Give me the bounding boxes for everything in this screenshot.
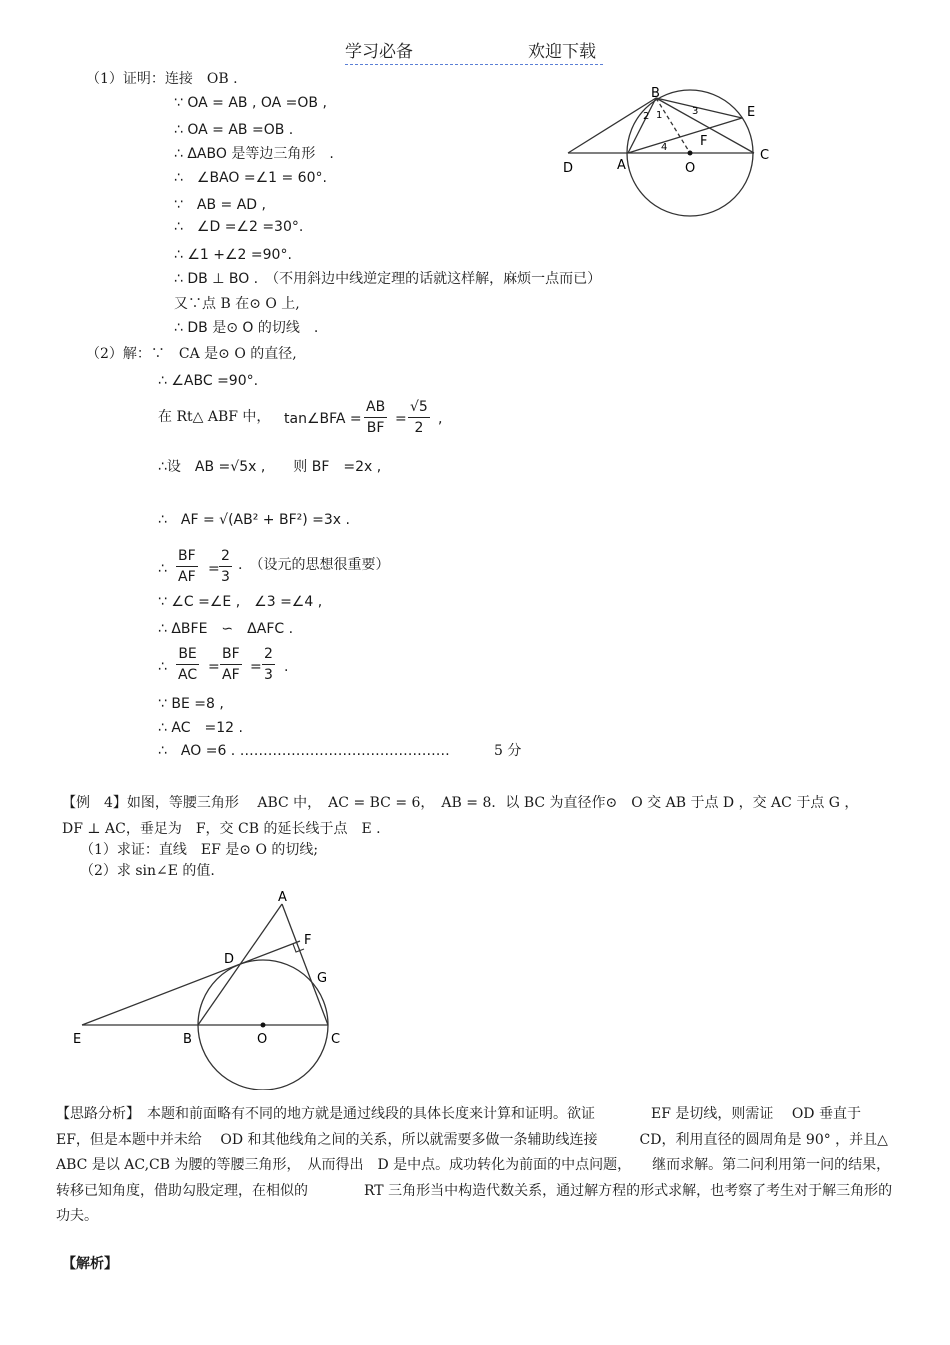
fraction-2-3 (219, 549, 232, 584)
part1-line: ∴ DB ⊥ BO . （不用斜边中线逆定理的话就这样解，麻烦一点而已） (174, 271, 602, 287)
part2-line: ∵ ∠C =∠E , ∠3 =∠4 , (158, 594, 323, 610)
line-be (656, 98, 742, 118)
fraction-numerator: 2 (264, 646, 273, 662)
label-f: F (304, 933, 312, 948)
fraction-denominator: AF (222, 667, 240, 683)
line-ef (82, 941, 300, 1025)
fraction-denominator: BF (366, 420, 385, 436)
part1-line: ∴ ΔABO 是等边三角形 . (174, 146, 334, 162)
label-d: D (563, 161, 574, 176)
example4-question-1: （1）求证：直线 EF 是⊙ O 的切线; (80, 842, 319, 858)
label-b: B (651, 86, 660, 101)
therefore-symbol: ∴ (158, 561, 167, 577)
score-label: 5 分 (494, 743, 522, 759)
fraction-numerator: BF (178, 548, 196, 564)
label-f: F (700, 134, 708, 149)
comma: , (438, 411, 443, 427)
fraction-numerator: √5 (410, 399, 428, 415)
part1-line: ∴ ∠BAO =∠1 = 60°. (174, 170, 327, 186)
fraction-numerator: AB (366, 399, 386, 415)
period: . (284, 659, 289, 675)
equals-sign: = (250, 659, 262, 675)
fraction-denominator: AC (178, 667, 198, 683)
fraction-denominator: 3 (221, 569, 230, 585)
fraction-bar (262, 664, 275, 665)
part1-heading: （1）证明：连接 OB . (86, 71, 238, 87)
example4-question-2: （2）求 sin∠E 的值. (80, 863, 215, 879)
solution-label: 【解析】 (62, 1256, 118, 1272)
part2-line: ∴ AF = √(AB² + BF²) =3x . (158, 512, 350, 528)
part1-line: ∴ OA = AB =OB . (174, 122, 294, 138)
part2-line: ∴ ΔBFE ∽ ΔAFC . (158, 621, 294, 637)
part2-note: . （设元的思想很重要） (238, 557, 390, 573)
label-e: E (73, 1032, 82, 1047)
part1-line: ∵ OA = AB , OA =OB , (174, 95, 327, 111)
label-o: O (685, 161, 696, 176)
header-underline (345, 64, 603, 65)
part2-line: ∴设 AB =√5x , 则 BF =2x , (158, 459, 382, 475)
fraction-bf-af (220, 647, 242, 682)
angle-1-label: 1 (656, 110, 663, 121)
fraction-bf-af (176, 549, 198, 584)
label-c: C (760, 148, 770, 163)
center-dot (688, 151, 693, 156)
label-b: B (183, 1032, 192, 1047)
part1-line: ∴ DB 是⊙ O 的切线 . (174, 320, 319, 336)
fraction-sqrt5-2 (408, 400, 430, 435)
center-dot (261, 1023, 266, 1028)
header-right: 欢迎下载 (528, 42, 596, 62)
angle-3-label: 3 (692, 106, 699, 117)
part1-line: ∵ AB = AD , (174, 197, 266, 213)
label-c: C (331, 1032, 341, 1047)
fraction-denominator: 3 (264, 667, 273, 683)
fraction-bar (176, 664, 199, 665)
therefore-symbol: ∴ (158, 659, 167, 675)
part1-line: ∴ ∠1 +∠2 =90°. (174, 247, 292, 263)
equals-sign: = (395, 411, 407, 427)
part2-line: ∴ ∠ABC =90°. (158, 373, 259, 389)
part1-line: ∴ ∠D =∠2 =30°. (174, 219, 304, 235)
label-d: D (224, 952, 235, 967)
part2-line: ∵ BE =8 , (158, 696, 224, 712)
figure-circle-diagram-1 (555, 80, 785, 220)
line-ac (282, 904, 328, 1025)
fraction-numerator: BF (222, 646, 240, 662)
angle-4-label: 4 (661, 142, 668, 153)
label-a: A (278, 890, 287, 905)
fraction-bar (176, 566, 198, 567)
tan-expression: tan∠BFA = (284, 411, 362, 427)
fraction-bar (219, 566, 232, 567)
fraction-ab-bf (364, 400, 387, 435)
fraction-2-3 (262, 647, 275, 682)
part2-heading: （2）解：∵ CA 是⊙ O 的直径, (86, 346, 297, 362)
angle-2-label: 2 (643, 111, 650, 122)
part2-line: ∴ AO =6 . ……………………………………… (158, 743, 450, 759)
fraction-bar (220, 664, 242, 665)
example4-statement: DF ⊥ AC，垂足为 F，交 CB 的延长线于点 E . (62, 821, 381, 837)
part1-line: 又∵点 B 在⊙ O 上, (174, 296, 300, 312)
line-db (568, 98, 656, 153)
line-ae (628, 118, 742, 153)
label-a: A (617, 158, 626, 173)
label-o: O (257, 1032, 268, 1047)
equals-sign: = (208, 561, 220, 577)
part2-line: 在 Rt△ ABF 中， (158, 409, 271, 425)
figure-circle-diagram-2 (65, 885, 355, 1090)
label-e: E (747, 105, 756, 120)
example4-statement: 【例 4】如图，等腰三角形 ABC 中， AC = BC = 6， AB = 8．以 BC 为直径作⊙ O 交 AB 于点 D ，交 AC 于点 G ， (62, 795, 859, 811)
fraction-bar (364, 417, 387, 418)
fraction-numerator: 2 (221, 548, 230, 564)
equals-sign: = (208, 659, 220, 675)
part2-line: ∴ AC =12 . (158, 720, 243, 736)
fraction-numerator: BE (178, 646, 197, 662)
fraction-bar (408, 417, 430, 418)
fraction-be-ac (176, 647, 199, 682)
fraction-denominator: 2 (414, 420, 424, 436)
header-left: 学习必备 (345, 42, 413, 62)
analysis-paragraph: 【思路分析】 本题和前面略有不同的地方就是通过线段的具体长度来计算和证明。欲证 EF 是切线，则需证 OD 垂直于 EF，但是本题中并未给 OD 和其他线角之间的关系，所以就需要多做一条辅助线连接 CD，利用直径的圆周角是 90° ，并且△ ABC 是以 AC,CB 为腰的等腰三角形， 从而得出 D 是中点。成功转化为前面的中点问题， 继而求解。第二问利用第一问的结果，转移已知角度，借助勾股定理，在相似的 RT 三角形当中构造代数关系，通过解方程的形式求解，也考察了考生对于解三角形的功夫。 (56, 1106, 893, 1224)
fraction-denominator: AF (178, 569, 196, 585)
label-g: G (317, 971, 328, 986)
